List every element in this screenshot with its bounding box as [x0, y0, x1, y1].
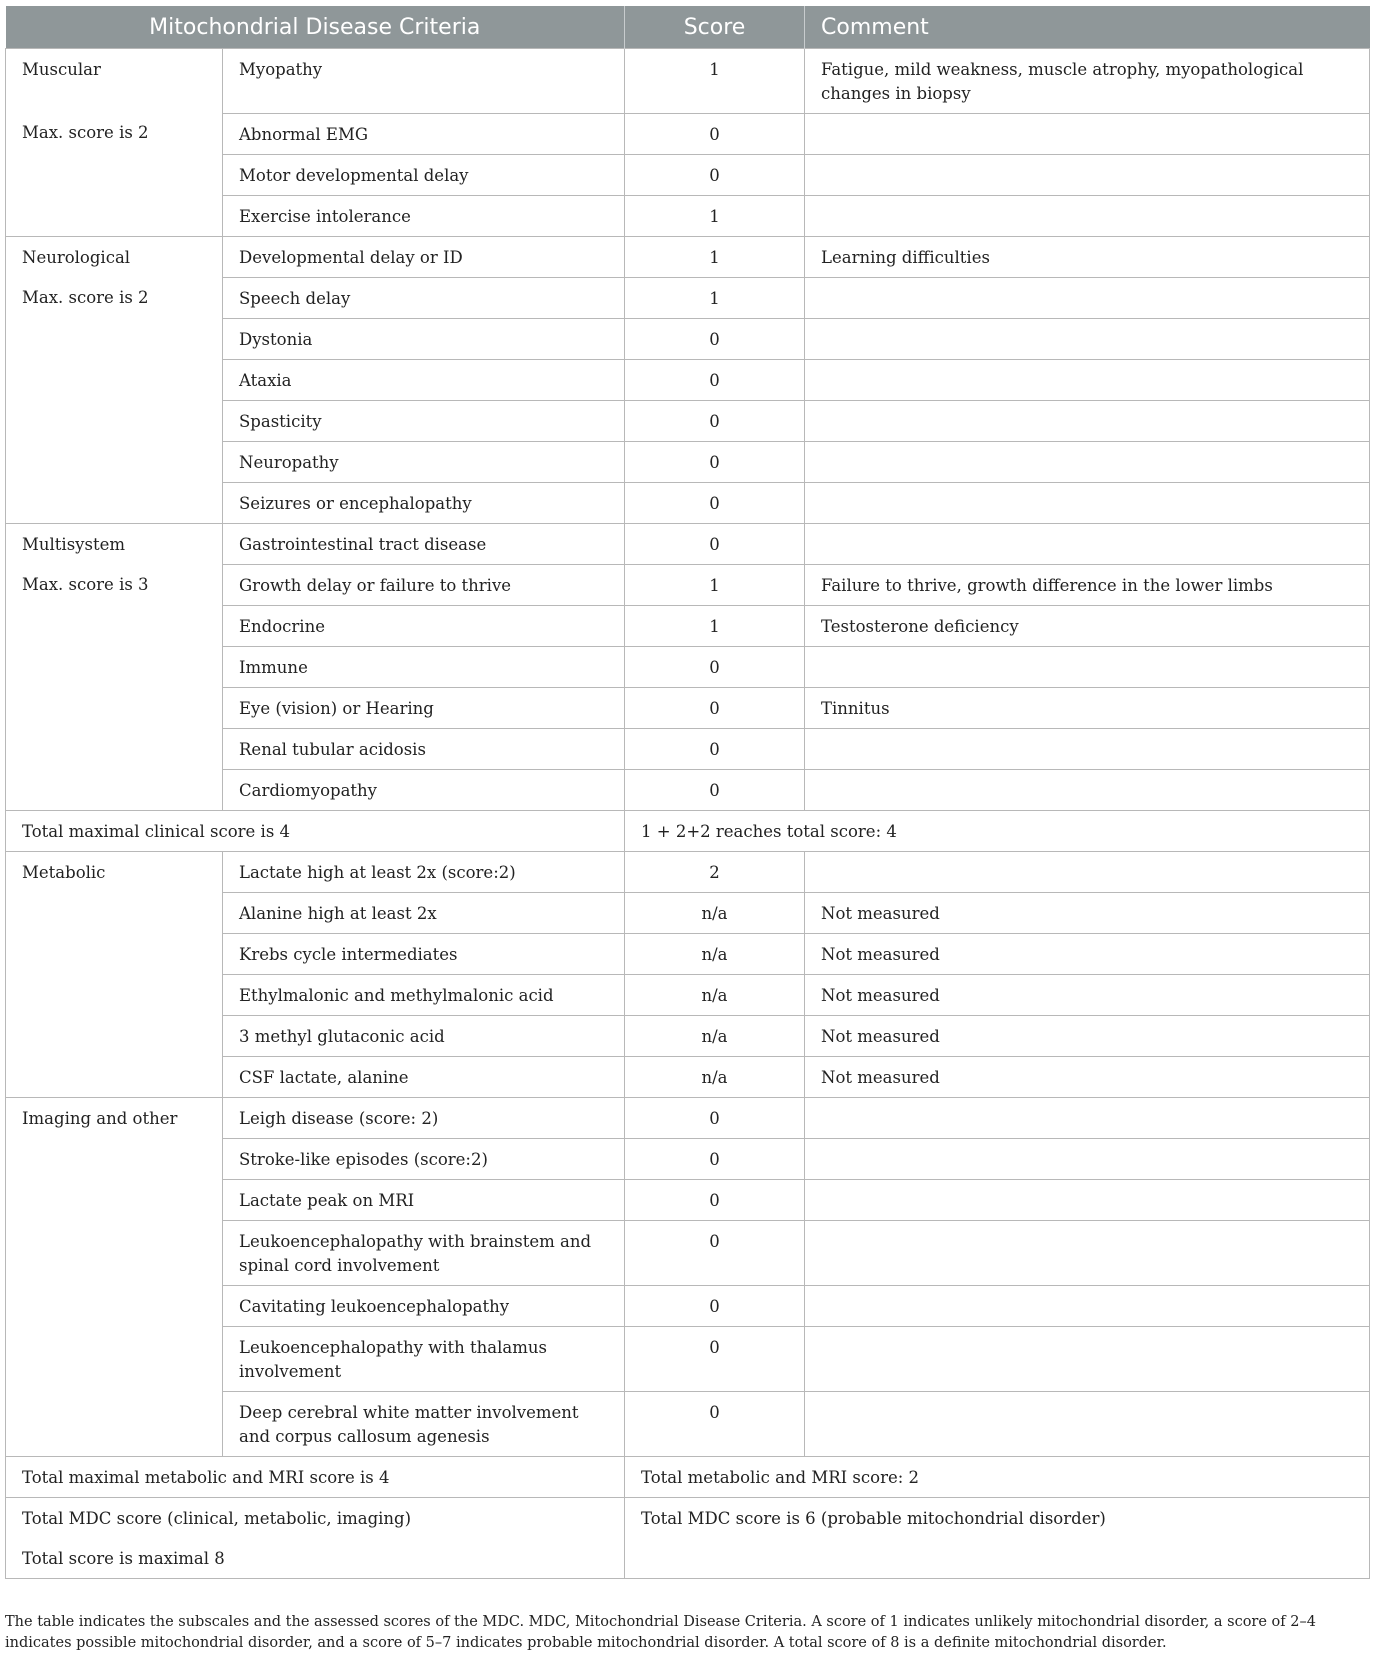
comment-cell	[805, 155, 1370, 196]
comment-cell	[805, 729, 1370, 770]
summary-row-clinical	[6, 811, 1370, 852]
group-muscular	[6, 49, 223, 237]
score-cell: 0	[625, 442, 805, 483]
comment-cell: Testosterone deficiency	[805, 606, 1370, 647]
score-cell: 0	[625, 1221, 805, 1286]
comment-cell	[805, 442, 1370, 483]
criterion-cell: Lactate high at least 2x (score:2)	[223, 852, 625, 893]
criterion-cell: Endocrine	[223, 606, 625, 647]
criterion-cell: Spasticity	[223, 401, 625, 442]
criterion-cell: Neuropathy	[223, 442, 625, 483]
comment-cell: Failure to thrive, growth difference in the lower limbs	[805, 565, 1370, 606]
comment-cell: Not measured	[805, 1016, 1370, 1057]
criterion-cell: Abnormal EMG	[223, 114, 625, 155]
score-cell: 0	[625, 114, 805, 155]
comment-cell: Not measured	[805, 1057, 1370, 1098]
table-caption: The table indicates the subscales and the assessed scores of the MDC. MDC, Mitochondrial Disease Criteria. A score of 1 indicates unlikely mitochondrial disorder, a score of 2–4 indicates possible mitochondrial disorder, and a score of 5–7 indicates probable mitochondrial disorder. A total score of 8 is a definite mitochondrial disorder.	[5, 1614, 1316, 1651]
table-row	[6, 237, 1370, 278]
criterion-cell: Cavitating leukoencephalopathy	[223, 1286, 625, 1327]
criterion-cell: Seizures or encephalopathy	[223, 483, 625, 524]
metabolic-max-score: Total maximal metabolic and MRI score is 4	[6, 1457, 625, 1498]
comment-cell	[805, 1392, 1370, 1457]
comment-cell	[805, 1327, 1370, 1392]
summary-row-mdc	[6, 1498, 1370, 1579]
score-cell: 1	[625, 49, 805, 114]
group-metabolic	[6, 852, 223, 1098]
criterion-cell: Ataxia	[223, 360, 625, 401]
comment-cell	[805, 1139, 1370, 1180]
criterion-cell: Motor developmental delay	[223, 155, 625, 196]
score-cell: n/a	[625, 1016, 805, 1057]
criterion-cell: 3 methyl glutaconic acid	[223, 1016, 625, 1057]
criterion-cell: Krebs cycle intermediates	[223, 934, 625, 975]
score-cell: 1	[625, 196, 805, 237]
comment-cell	[805, 524, 1370, 565]
score-cell: 0	[625, 360, 805, 401]
table-row	[6, 49, 1370, 114]
group-multisystem	[6, 524, 223, 811]
score-cell: 0	[625, 1139, 805, 1180]
score-cell: 0	[625, 1327, 805, 1392]
criterion-cell: Ethylmalonic and methylmalonic acid	[223, 975, 625, 1016]
criterion-cell: Speech delay	[223, 278, 625, 319]
criterion-cell: Deep cerebral white matter involvement and corpus callosum agenesis	[223, 1392, 625, 1457]
group-label: Multisystem	[22, 535, 126, 554]
comment-cell: Not measured	[805, 893, 1370, 934]
comment-cell: Tinnitus	[805, 688, 1370, 729]
score-cell: 0	[625, 401, 805, 442]
table-row	[6, 852, 1370, 893]
comment-cell	[805, 114, 1370, 155]
score-cell: 1	[625, 237, 805, 278]
score-cell: n/a	[625, 975, 805, 1016]
table-row	[6, 1098, 1370, 1139]
group-label: Imaging and other	[22, 1109, 178, 1128]
header-score: Score	[625, 6, 805, 49]
mdc-max-line: Total score is maximal 8	[22, 1549, 225, 1568]
score-cell: 0	[625, 647, 805, 688]
criterion-cell: Leukoencephalopathy with thalamus involvement	[223, 1327, 625, 1392]
comment-cell: Fatigue, mild weakness, muscle atrophy, myopathological changes in biopsy	[805, 49, 1370, 114]
score-cell: 1	[625, 606, 805, 647]
criterion-cell: Myopathy	[223, 49, 625, 114]
comment-cell	[805, 360, 1370, 401]
score-cell: 0	[625, 688, 805, 729]
criterion-cell: Stroke-like episodes (score:2)	[223, 1139, 625, 1180]
mdc-total-description	[6, 1498, 625, 1579]
score-cell: 2	[625, 852, 805, 893]
criterion-cell: CSF lactate, alanine	[223, 1057, 625, 1098]
score-cell: 0	[625, 1098, 805, 1139]
comment-cell: Not measured	[805, 975, 1370, 1016]
score-cell: n/a	[625, 893, 805, 934]
header-criteria: Mitochondrial Disease Criteria	[6, 6, 625, 49]
comment-cell	[805, 770, 1370, 811]
clinical-max-score: Total maximal clinical score is 4	[6, 811, 625, 852]
comment-cell: Not measured	[805, 934, 1370, 975]
score-cell: 0	[625, 1180, 805, 1221]
score-cell: 1	[625, 278, 805, 319]
group-max-score: Max. score is 2	[22, 288, 149, 307]
comment-cell: Learning difficulties	[805, 237, 1370, 278]
criterion-cell: Cardiomyopathy	[223, 770, 625, 811]
comment-cell	[805, 1221, 1370, 1286]
metabolic-total-score: Total metabolic and MRI score: 2	[625, 1457, 1370, 1498]
comment-cell	[805, 852, 1370, 893]
criterion-cell: Dystonia	[223, 319, 625, 360]
criterion-cell: Renal tubular acidosis	[223, 729, 625, 770]
criterion-cell: Developmental delay or ID	[223, 237, 625, 278]
score-cell: 0	[625, 770, 805, 811]
score-cell: 0	[625, 729, 805, 770]
comment-cell	[805, 647, 1370, 688]
summary-row-metabolic	[6, 1457, 1370, 1498]
comment-cell	[805, 196, 1370, 237]
group-max-score: Max. score is 3	[22, 575, 149, 594]
mdc-table-container	[5, 6, 1369, 1579]
criterion-cell: Lactate peak on MRI	[223, 1180, 625, 1221]
criterion-cell: Leigh disease (score: 2)	[223, 1098, 625, 1139]
score-cell: 0	[625, 524, 805, 565]
header-comment: Comment	[805, 6, 1370, 49]
group-max-score: Max. score is 2	[22, 123, 149, 142]
group-neurological	[6, 237, 223, 524]
mdc-total-line: Total MDC score (clinical, metabolic, imaging)	[22, 1509, 412, 1528]
comment-cell	[805, 1098, 1370, 1139]
score-cell: n/a	[625, 1057, 805, 1098]
score-cell: 0	[625, 1286, 805, 1327]
table-row	[6, 524, 1370, 565]
group-label: Metabolic	[22, 863, 106, 882]
criterion-cell: Alanine high at least 2x	[223, 893, 625, 934]
comment-cell	[805, 401, 1370, 442]
comment-cell	[805, 319, 1370, 360]
table-header-row	[6, 6, 1370, 49]
score-cell: 0	[625, 1392, 805, 1457]
comment-cell	[805, 278, 1370, 319]
criterion-cell: Exercise intolerance	[223, 196, 625, 237]
comment-cell	[805, 1286, 1370, 1327]
criterion-cell: Gastrointestinal tract disease	[223, 524, 625, 565]
comment-cell	[805, 1180, 1370, 1221]
mdc-total-score: Total MDC score is 6 (probable mitochondrial disorder)	[625, 1498, 1370, 1579]
score-cell: n/a	[625, 934, 805, 975]
score-cell: 1	[625, 565, 805, 606]
score-cell: 0	[625, 319, 805, 360]
group-label: Neurological	[22, 248, 131, 267]
criterion-cell: Immune	[223, 647, 625, 688]
group-imaging	[6, 1098, 223, 1457]
comment-cell	[805, 483, 1370, 524]
group-label: Muscular	[22, 60, 101, 79]
mdc-table	[5, 6, 1370, 1579]
criterion-cell: Leukoencephalopathy with brainstem and spinal cord involvement	[223, 1221, 625, 1286]
clinical-total-score: 1 + 2+2 reaches total score: 4	[625, 811, 1370, 852]
score-cell: 0	[625, 483, 805, 524]
criterion-cell: Eye (vision) or Hearing	[223, 688, 625, 729]
score-cell: 0	[625, 155, 805, 196]
criterion-cell: Growth delay or failure to thrive	[223, 565, 625, 606]
